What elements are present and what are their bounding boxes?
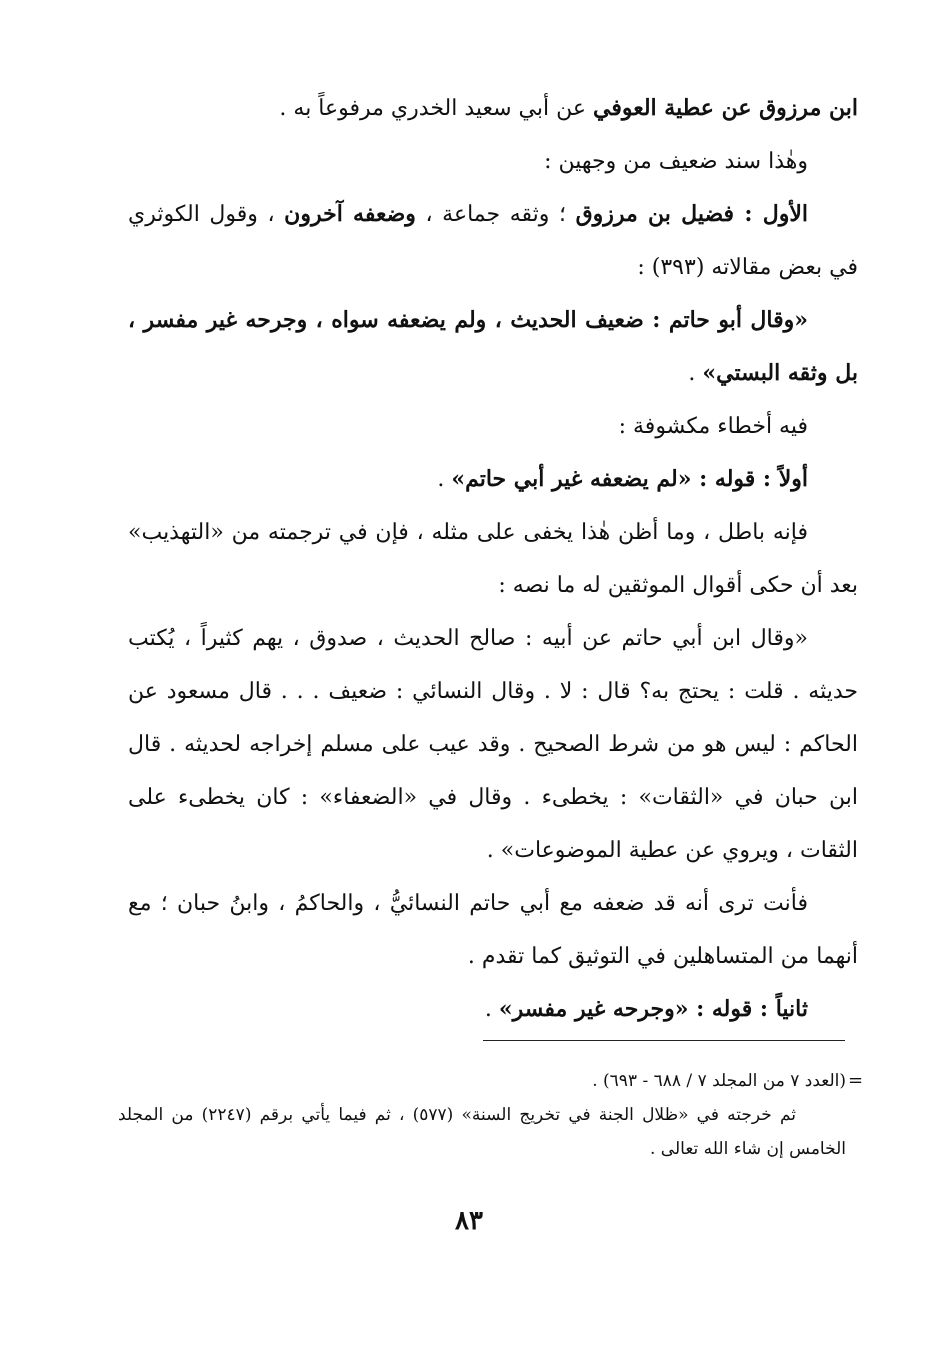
page-number: ٨٣ [455,1206,483,1236]
paragraph-6: أولاً : قوله : «لم يضعفه غير أبي حاتم» . [437,466,808,492]
paragraph-7: فإنه باطل ، وما أظن هٰذا يخفى على مثله ، فإن في ترجمته من «التهذيب» بعد أن حكى أقوال الموثقين له ما نصه : [128,520,858,598]
footnote-divider [483,1040,845,1041]
paragraph-3: الأول : فضيل بن مرزوق ؛ وثقه جماعة ، وضعفه آخرون ، وقول الكوثري في بعض مقالاته (٣٩٣) : [128,201,858,280]
paragraph-9: فأنت ترى أنه قد ضعفه مع أبي حاتم النسائيُّ ، والحاكمُ ، وابنُ حبان ؛ مع أنهما من المتساهلين في التوثيق كما تقدم . [128,891,858,969]
footnote-continuation-mark: = [848,1070,864,1091]
paragraph-5: فيه أخطاء مكشوفة : [618,414,808,439]
footnote-line-2: ثم خرجته في «ظلال الجنة في تخريج السنة» (٥٧٧) ، ثم فيما يأتي برقم (٢٢٤٧) من المجلد الخامس إن شاء الله تعالى . [118,1105,846,1159]
paragraph-8-quote: «وقال ابن أبي حاتم عن أبيه : صالح الحديث ، صدوق ، يهم كثيراً ، يُكتب حديثه . قلت : يحتج به؟ قال : لا . وقال النسائي : ضعيف . . . قال مسعود عن الحاكم : ليس هو من شرط الصحيح . وقد عيب على مسلم إخراجه لحديثه . قال ابن حبان في «الثقات» : يخطىء . وقال في «الضعفاء» : كان يخطىء على الثقات ، ويروي عن عطية الموضوعات» . [128,626,858,863]
main-text [128,82,858,1036]
paragraph-1: ابن مرزوق عن عطية العوفي عن أبي سعيد الخدري مرفوعاً به . [279,95,858,121]
paragraph-4-quote: «وقال أبو حاتم : ضعيف الحديث ، ولم يضعفه سواه ، وجرحه غير مفسر ، بل وثقه البستي» . [128,307,858,386]
footnote-line-1: (العدد ٧ من المجلد ٧ / ٦٨٨ - ٦٩٣) . [592,1071,846,1091]
footnotes [118,1064,846,1166]
paragraph-10: ثانياً : قوله : «وجرحه غير مفسر» . [484,996,808,1022]
paragraph-2: وهٰذا سند ضعيف من وجهين : [544,149,808,174]
